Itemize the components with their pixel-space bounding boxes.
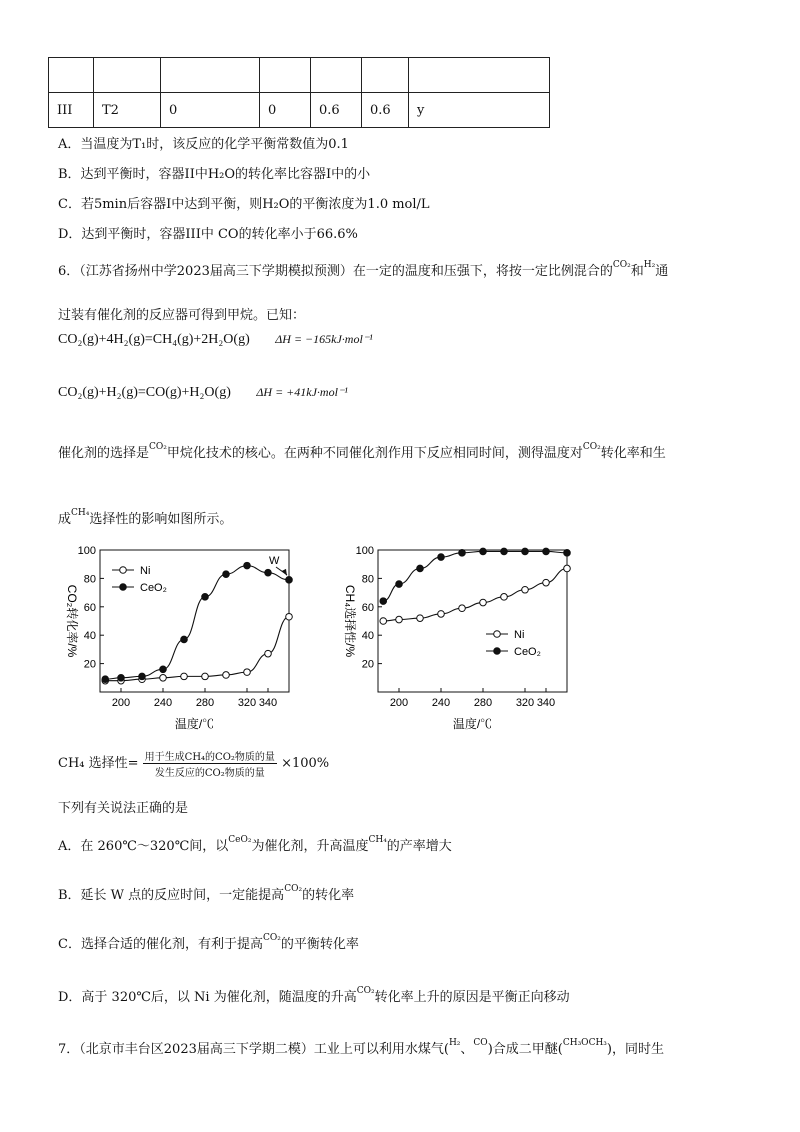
x-axis-label: 温度/℃ (174, 717, 215, 731)
legend-label: Ni (140, 565, 151, 577)
y-tick-label: 60 (361, 601, 374, 614)
data-point (396, 581, 403, 588)
data-table (48, 57, 550, 128)
ch4-selectivity-chart (330, 540, 590, 735)
data-point (102, 676, 109, 683)
data-point (459, 550, 466, 557)
data-point (181, 636, 188, 643)
text: 转化率和生 (600, 446, 666, 461)
equation-text: CO₂(g)+4H₂(g)=CH₄(g)+2H₂O(g) (58, 332, 250, 347)
series-line-ni (383, 568, 567, 621)
table-cell: 0.6 (362, 93, 409, 128)
data-point (202, 673, 209, 680)
q6-option-d (58, 986, 570, 1005)
y-tick-label: 20 (361, 658, 374, 671)
legend-label: CeO₂ (514, 646, 541, 658)
q6-stem-line2: 过装有催化剂的反应器可得到甲烷。已知： (58, 308, 306, 323)
x-tick-label: 240 (153, 697, 173, 709)
data-point (459, 605, 466, 612)
data-point (438, 554, 445, 561)
data-point (564, 565, 571, 572)
selectivity-fraction (143, 748, 277, 779)
y-tick-label: 100 (355, 545, 374, 557)
data-point (181, 673, 188, 680)
selectivity-definition (58, 748, 329, 779)
selectivity-tail: ×100% (281, 756, 330, 771)
plot-frame (378, 550, 567, 692)
x-tick-label: 320 (237, 697, 257, 709)
q6-stem-text: 通 (655, 264, 669, 279)
data-point (139, 673, 146, 680)
legend-label: Ni (514, 629, 525, 641)
text: C．选择合适的催化剂，有利于提高 (58, 937, 263, 952)
formula-ch4: CH₄ (71, 508, 90, 518)
data-point (265, 569, 272, 576)
text: 成 (58, 512, 72, 527)
equation-text: CO₂(g)+H₂(g)=CO(g)+H₂O(g) (58, 385, 231, 400)
data-point (380, 598, 387, 605)
y-tick-label: 20 (83, 658, 96, 671)
y-tick-label: 40 (83, 630, 96, 643)
q6-option-b (58, 884, 354, 903)
data-point (480, 548, 487, 555)
text: B．延长 W 点的反应时间，一定能提高 (58, 888, 285, 903)
formula-co2: CO₂ (284, 884, 303, 894)
formula-co2: CO₂ (612, 260, 631, 270)
fraction-denominator: 发生反应的CO₂物质的量 (154, 768, 265, 779)
y-tick-label: 60 (83, 601, 96, 614)
text: A．在 260℃～320℃间，以 (58, 839, 229, 854)
data-point (118, 675, 125, 682)
formula-h2: H₂ (448, 1038, 461, 1048)
text: )，同时生 (606, 1042, 664, 1057)
y-axis-label: CO₂转化率/% (65, 584, 79, 658)
x-tick-label: 340 (258, 697, 278, 709)
data-point (286, 613, 293, 620)
data-point (223, 571, 230, 578)
y-tick-label: 40 (361, 630, 374, 643)
q6-stem-text: 和 (630, 264, 644, 279)
data-point (564, 550, 571, 557)
table-cell: 0 (161, 93, 260, 128)
formula-co: CO (473, 1038, 488, 1048)
table-cell: III (49, 93, 94, 128)
formula-co2: CO₂ (149, 442, 167, 452)
text: 为催化剂，升高温度 (251, 839, 369, 854)
text: 的平衡转化率 (280, 937, 359, 952)
x-tick-label: 320 (515, 697, 535, 709)
data-point (160, 675, 167, 682)
data-point (380, 618, 387, 625)
text: 的转化率 (302, 888, 355, 903)
y-tick-label: 80 (361, 573, 374, 586)
data-point (244, 669, 251, 676)
annotation-w: W (269, 555, 280, 567)
y-tick-label: 80 (83, 573, 96, 586)
option-a: A．当温度为T₁时，该反应的化学平衡常数值为0.1 (58, 137, 349, 152)
equation-1 (58, 332, 373, 348)
data-point (438, 611, 445, 618)
data-point (160, 666, 167, 673)
text: 、 (460, 1042, 474, 1057)
q6-paragraph-3 (58, 442, 666, 461)
formula-ch4: CH₄ (368, 835, 387, 845)
y-axis-label: CH₄选择性/% (343, 584, 357, 658)
data-point (501, 548, 508, 555)
formula-ceo2: CeO₂ (228, 835, 252, 845)
x-tick-label: 280 (195, 697, 215, 709)
legend-marker (494, 631, 501, 638)
legend-label: CeO₂ (140, 582, 167, 594)
data-point (202, 594, 209, 601)
legend-marker (120, 584, 127, 591)
data-point (543, 548, 550, 555)
equation-2 (58, 385, 348, 401)
data-point (265, 650, 272, 657)
formula-co2: CO₂ (356, 986, 375, 996)
text: )合成二甲醚( (487, 1042, 563, 1057)
data-point (417, 615, 424, 622)
x-tick-label: 240 (431, 697, 451, 709)
table-cell: T2 (94, 93, 161, 128)
table-row (49, 93, 550, 128)
data-point (396, 616, 403, 623)
data-point (480, 599, 487, 606)
option-d: D．达到平衡时，容器III中 CO的转化率小于66.6% (58, 227, 358, 242)
text: 催化剂的选择是 (58, 446, 150, 461)
q6-option-a (58, 835, 452, 854)
data-point (286, 577, 293, 584)
formula-dme: CH₃OCH₃ (562, 1038, 607, 1048)
formula-h2: H₂ (643, 260, 656, 270)
q6-option-c (58, 933, 359, 952)
data-point (501, 594, 508, 601)
q6-stem-text: 6．（江苏省扬州中学2023届高三下学期模拟预测）在一定的温度和压强下，将按一定比例混合的 (58, 264, 613, 279)
option-c: C．若5min后容器I中达到平衡，则H₂O的平衡浓度为1.0 mol/L (58, 197, 430, 212)
data-point (522, 548, 529, 555)
text: 转化率上升的原因是平衡正向移动 (374, 990, 570, 1005)
table-cell: 0 (260, 93, 311, 128)
formula-co2: CO₂ (582, 442, 601, 452)
option-b: B．达到平衡时，容器II中H₂O的转化率比容器I中的小 (58, 167, 371, 182)
legend-marker (120, 567, 127, 574)
question-prompt: 下列有关说法正确的是 (58, 801, 189, 816)
table-row (49, 58, 550, 93)
x-tick-label: 200 (111, 697, 131, 709)
data-point (417, 565, 424, 572)
series-line-ni (105, 617, 289, 681)
co2-conversion-chart (52, 540, 312, 735)
fraction-numerator: 用于生成CH₄的CO₂物质的量 (143, 748, 277, 764)
x-tick-label: 280 (473, 697, 493, 709)
series-line-ceo2 (105, 566, 289, 680)
enthalpy-1: ΔH = −165kJ·mol⁻¹ (275, 332, 373, 346)
text: D．高于 320℃后，以 Ni 为催化剂，随温度的升高 (58, 990, 357, 1005)
legend-marker (494, 648, 501, 655)
x-tick-label: 200 (389, 697, 409, 709)
selectivity-label: CH₄ 选择性= (58, 756, 139, 771)
text: 7．（北京市丰台区2023届高三下学期二模）工业上可以利用水煤气( (58, 1042, 449, 1057)
q7-stem (58, 1038, 664, 1057)
text: 选择性的影响如图所示。 (89, 512, 233, 527)
y-tick-label: 100 (77, 545, 96, 557)
data-point (522, 586, 529, 593)
data-point (244, 562, 251, 569)
series-line-ceo2 (383, 551, 567, 601)
x-axis-label: 温度/℃ (452, 717, 493, 731)
table-cell: 0.6 (311, 93, 362, 128)
q6-paragraph-4 (58, 508, 232, 527)
text: 的产率增大 (386, 839, 452, 854)
q6-stem-line1 (58, 260, 668, 279)
data-point (223, 672, 230, 679)
text: 甲烷化技术的核心。在两种不同催化剂作用下反应相同时间，测得温度对 (166, 446, 583, 461)
enthalpy-2: ΔH = +41kJ·mol⁻¹ (256, 385, 348, 399)
table-cell: y (409, 93, 550, 128)
formula-co2: CO₂ (262, 933, 281, 943)
x-tick-label: 340 (536, 697, 556, 709)
data-point (543, 579, 550, 586)
